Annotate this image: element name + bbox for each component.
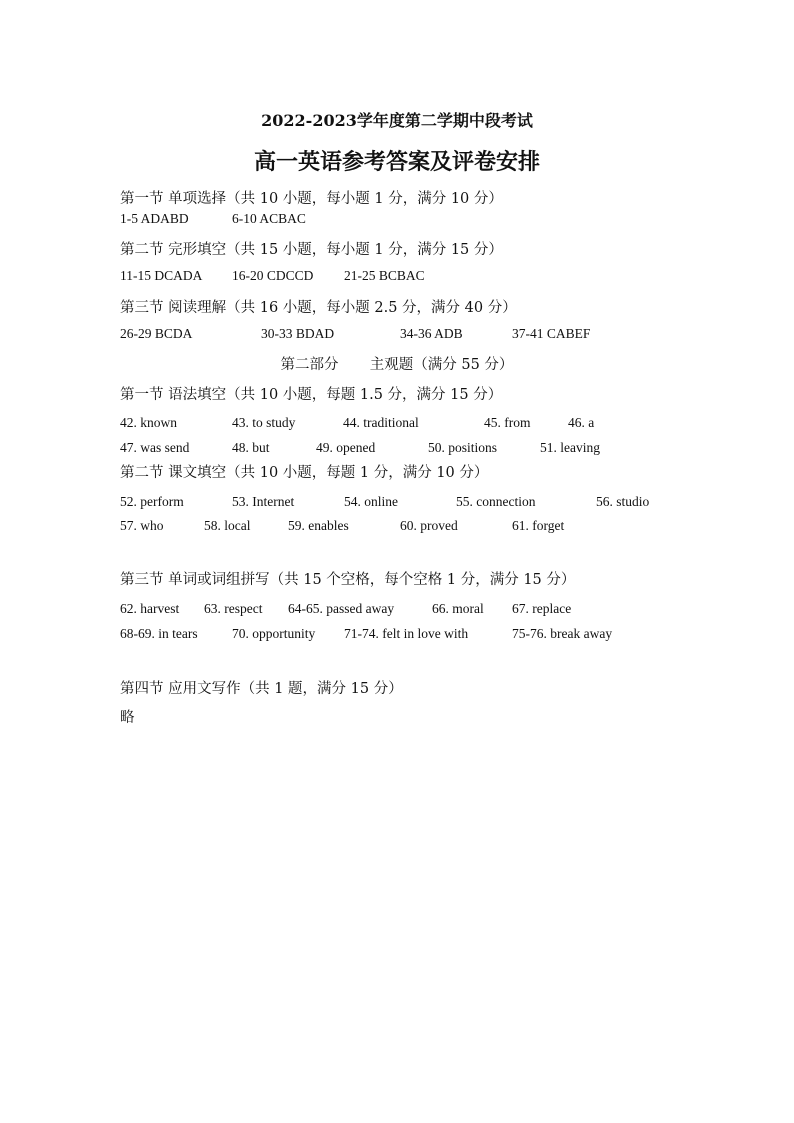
answer-item: 54. online <box>344 494 398 509</box>
answer-item: 53. Internet <box>232 494 295 509</box>
answer-item: 48. but <box>232 440 270 455</box>
answer-item: 67. replace <box>512 601 572 616</box>
section-heading-writing: 第四节 应用文写作（共 1 题，满分 15 分） <box>120 681 403 697</box>
answer-group: 26-29 BCDA <box>120 326 193 341</box>
answer-item: 58. local <box>204 518 251 533</box>
writing-answer: 略 <box>120 710 135 726</box>
part-two-label: 第二部分 <box>280 357 339 373</box>
answer-item: 57. who <box>120 518 164 533</box>
answer-key-title: 高一英语参考答案及评卷安排 <box>253 149 540 175</box>
answer-item: 60. proved <box>400 518 458 533</box>
answer-item: 51. leaving <box>540 440 600 455</box>
exam-title: 2022-2023学年度第二学期中段考试 <box>261 111 533 130</box>
answer-item: 49. opened <box>316 440 376 455</box>
answer-item: 45. from <box>484 415 531 430</box>
answer-item: 44. traditional <box>343 415 419 430</box>
answer-item: 62. harvest <box>120 601 180 616</box>
answer-item: 47. was send <box>120 440 190 455</box>
section-heading-spelling: 第三节 单词或词组拼写（共 15 个空格，每个空格 1 分，满分 15 分） <box>120 572 576 588</box>
section-heading-reading: 第三节 阅读理解（共 16 小题，每小题 2.5 分，满分 40 分） <box>120 300 517 316</box>
answer-item: 52. perform <box>120 494 184 509</box>
answer-item: 66. moral <box>432 601 484 616</box>
answer-item: 50. positions <box>428 440 498 455</box>
answer-group: 11-15 DCADA <box>120 268 203 283</box>
answer-item: 71-74. felt in love with <box>344 626 469 641</box>
answer-group: 6-10 ACBAC <box>232 211 306 226</box>
part-two-title: 主观题（满分 55 分） <box>369 357 514 373</box>
answer-item: 70. opportunity <box>232 626 316 641</box>
section-heading-text-completion: 第二节 课文填空（共 10 小题，每题 1 分，满分 10 分） <box>120 465 489 481</box>
answer-item: 63. respect <box>204 601 263 616</box>
answer-group: 30-33 BDAD <box>261 326 335 341</box>
section-heading-grammar: 第一节 语法填空（共 10 小题，每题 1.5 分，满分 15 分） <box>120 387 503 403</box>
section-heading-cloze: 第二节 完形填空（共 15 小题，每小题 1 分，满分 15 分） <box>120 242 503 258</box>
answer-item: 59. enables <box>288 518 349 533</box>
answer-item: 43. to study <box>232 415 296 430</box>
answer-group: 21-25 BCBAC <box>344 268 425 283</box>
answer-item: 61. forget <box>512 518 565 533</box>
answer-item: 64-65. passed away <box>288 601 395 616</box>
answer-item: 56. studio <box>596 494 650 509</box>
section-heading-single-choice: 第一节 单项选择（共 10 小题，每小题 1 分，满分 10 分） <box>120 191 503 207</box>
answer-group: 37-41 CABEF <box>512 326 591 341</box>
answer-item: 42. known <box>120 415 177 430</box>
answer-item: 46. a <box>568 415 595 430</box>
answer-group: 34-36 ADB <box>400 326 463 341</box>
answer-item: 68-69. in tears <box>120 626 198 641</box>
answer-group: 1-5 ADABD <box>120 211 189 226</box>
part-two-heading <box>0 353 794 374</box>
answer-group: 16-20 CDCCD <box>232 268 314 283</box>
answer-item: 75-76. break away <box>512 626 613 641</box>
answer-item: 55. connection <box>456 494 536 509</box>
